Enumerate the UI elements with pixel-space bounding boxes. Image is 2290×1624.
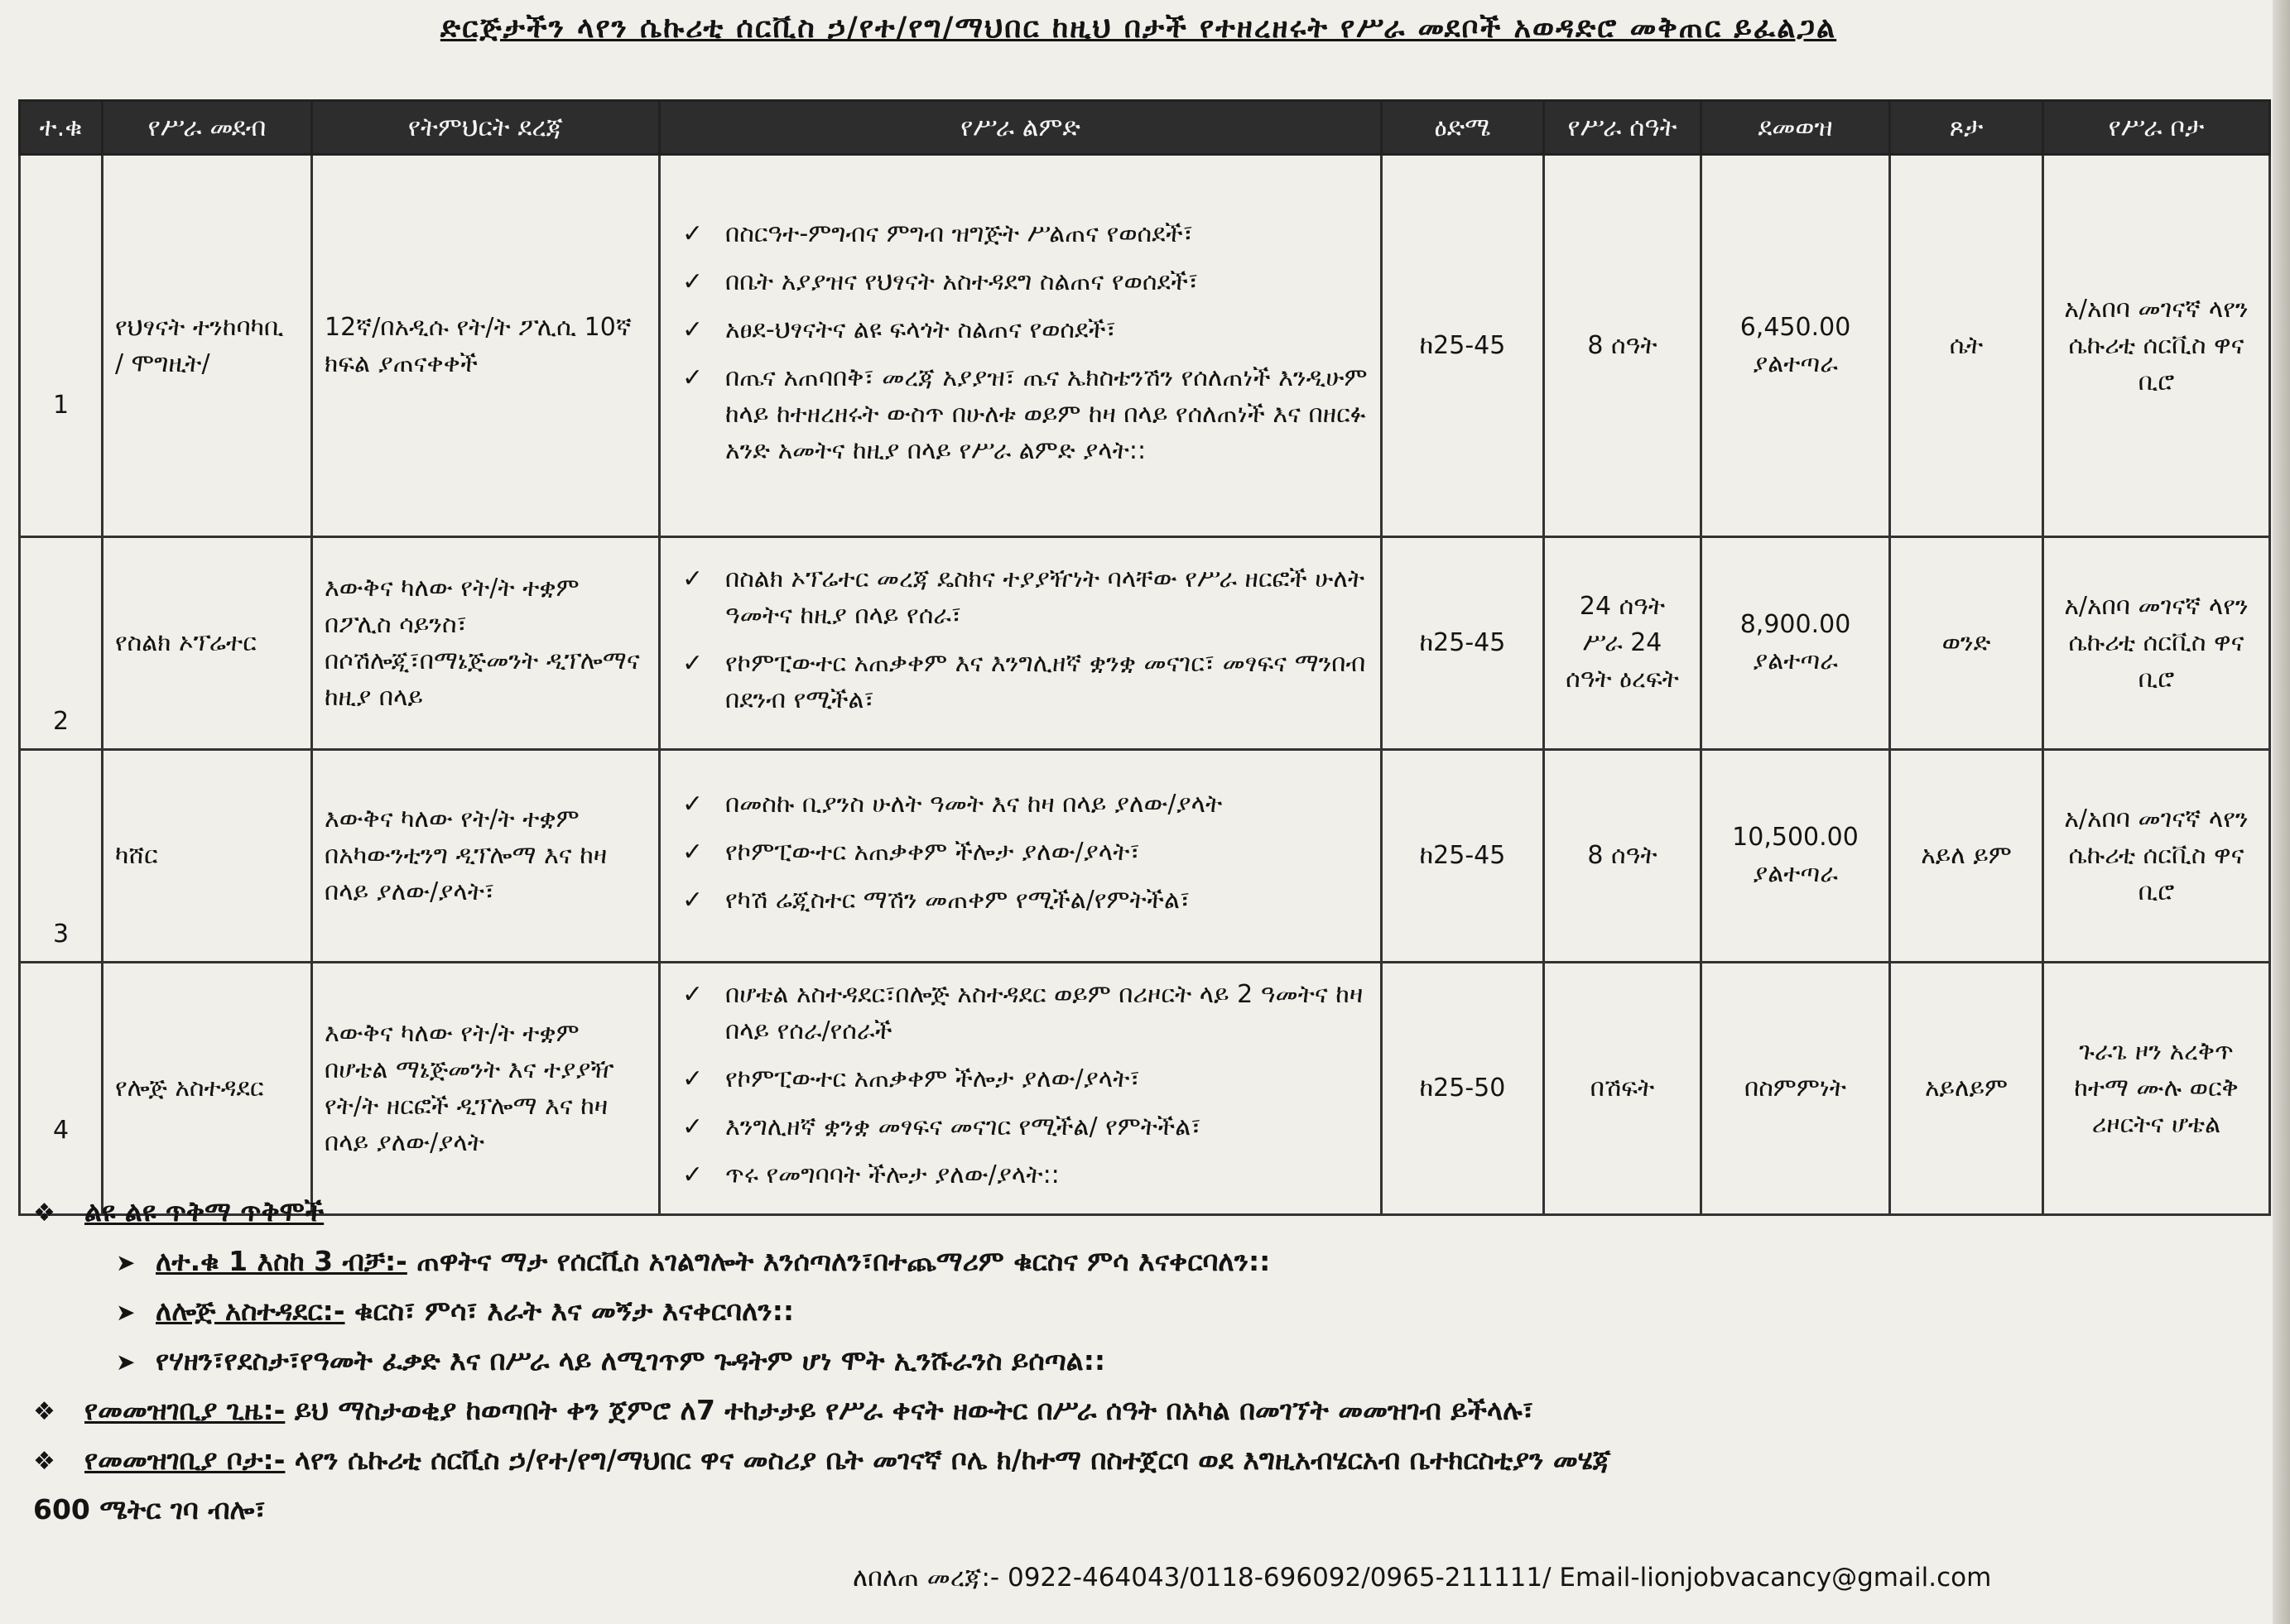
salary-amount: 6,450.00 xyxy=(1739,312,1851,342)
position-cell: የህፃናት ተንከባካቢ / ሞግዚት/ xyxy=(103,155,312,537)
age-cell: ከ25-50 xyxy=(1382,963,1544,1215)
arrow-bullet-icon: ➤ xyxy=(116,1249,136,1276)
benefits-heading: ልዩ ልዩ ጥቅማ ጥቅሞች xyxy=(84,1195,325,1228)
location-cell: አ/አበባ መገናኛ ላየን ሴኩሪቲ ሰርቪስ ዋና ቢሮ xyxy=(2043,750,2270,963)
experience-item: ✓ የኮምፒውተር አጠቃቀም ችሎታ ያለው/ያላት፣ xyxy=(672,834,1369,871)
experience-item: ✓ ጥሩ የመግባባት ችሎታ ያለው/ያላት:: xyxy=(672,1157,1369,1194)
salary-cell xyxy=(1701,537,1890,750)
sex-cell: ወንድ xyxy=(1890,537,2043,750)
row-number: 1 xyxy=(20,155,103,537)
position-cell: የሎጅ አስተዳደር xyxy=(103,963,312,1215)
education-cell: እውቅና ካለው የት/ት ተቋም በሆቴል ማኔጅመንት እና ተያያዥ የት/ት ዘርፎች ዲፕሎማ እና ከዛ በላይ ያለው/ያላት xyxy=(312,963,660,1215)
salary-amount: በስምምነት xyxy=(1744,1074,1846,1103)
education-cell: እውቅና ካለው የት/ት ተቋም በአካውንቲንግ ዲፕሎማ እና ከዛ በላይ ያለው/ያላት፣ xyxy=(312,750,660,963)
benefit-label: ለሎጅ አስተዳደር:- xyxy=(156,1295,345,1327)
registration-place-line xyxy=(33,1440,2268,1482)
benefit-item xyxy=(33,1291,2268,1333)
experience-item: ✓ በመስኩ ቢያንስ ሁለት ዓመት እና ከዛ በላይ ያለው/ያላት xyxy=(672,786,1369,823)
experience-cell xyxy=(660,963,1382,1215)
age-cell: ከ25-45 xyxy=(1382,750,1544,963)
age-cell: ከ25-45 xyxy=(1382,155,1544,537)
diamond-bullet-icon: ❖ xyxy=(33,1199,55,1228)
hours-cell: 8 ሰዓት xyxy=(1544,750,1701,963)
row-number: 2 xyxy=(20,537,103,750)
benefit-item xyxy=(33,1341,2268,1382)
education-cell: 12ኛ/በአዲሱ የት/ት ፖሊሲ 10ኛ ክፍል ያጠናቀቀች xyxy=(312,155,660,537)
col-header-location: የሥራ ቦታ xyxy=(2043,101,2270,155)
experience-item: ✓ በጤና አጠባበቅ፣ መረጃ አያያዝ፣ ጤና ኤክስቴንሽን የሰለጠነች እንዲሁም ከላይ ከተዘረዘሩት ውስጥ በሁለቱ ወይም ከዛ በላይ የሰለጠነች እና በዘርፉ አንድ አመትና ከዚያ በላይ የሥራ ልምድ ያላት:: xyxy=(672,360,1369,469)
arrow-bullet-icon: ➤ xyxy=(116,1299,136,1326)
contact-info: ለበለጠ መረጃ:- 0922-464043/0118-696092/0965-211111/ Email-lionjobvacancy@gmail.com xyxy=(853,1563,1992,1593)
experience-item: ✓ የኮምፒውተር አጠቃቀም ችሎታ ያለው/ያላት፣ xyxy=(672,1061,1369,1098)
col-header-position: የሥራ መደብ xyxy=(103,101,312,155)
col-header-age: ዕድሜ xyxy=(1382,101,1544,155)
col-header-number: ተ.ቁ xyxy=(20,101,103,155)
salary-note: ያልተጣራ xyxy=(1753,348,1838,378)
table-row xyxy=(20,537,2270,750)
col-header-hours: የሥራ ሰዓት xyxy=(1544,101,1701,155)
experience-item: ✓ በስልክ ኦፕሬተር መረጃ ዴስክና ተያያዥነት ባላቸው የሥራ ዘርፎች ሁለት ዓመትና ከዚያ በላይ የሰራ፣ xyxy=(672,561,1369,634)
vacancy-table xyxy=(18,99,2271,1216)
position-cell: ካሸር xyxy=(103,750,312,963)
education-cell: እውቅና ካለው የት/ት ተቋም በፖሊስ ሳይንስ፣ በሶሽሎጂ፣በማኔጅመንት ዲፕሎማና ከዚያ በላይ xyxy=(312,537,660,750)
registration-place-text: ላየን ሴኩሪቲ ሰርቪስ ኃ/የተ/የግ/ማህበር ዋና መስሪያ ቤት መገናኛ ቦሌ ክ/ከተማ በስተጀርባ ወደ እግዚአብሄርአብ ቤተክርስቲያን መሄጃ xyxy=(285,1444,1611,1476)
salary-amount: 10,500.00 xyxy=(1732,823,1859,852)
experience-item: ✓ በሆቴል አስተዳደር፣በሎጅ አስተዳደር ወይም በሪዞርት ላይ 2 ዓመትና ከዛ በላይ የሰራ/የሰራች xyxy=(672,977,1369,1050)
benefit-label: ለተ.ቁ 1 እስከ 3 ብቻ:- xyxy=(156,1245,407,1277)
table-row xyxy=(20,750,2270,963)
experience-cell xyxy=(660,155,1382,537)
announcement-headline: ድርጅታችን ላየን ሴኩሪቲ ሰርቪስ ኃ/የተ/የግ/ማህበር ከዚህ በታች የተዘረዘሩት የሥራ መደቦች አወዳድሮ መቅጠር ይፈልጋል xyxy=(440,12,1837,45)
benefit-text: የሃዘን፣የደስታ፣የዓመት ፈቃድ እና በሥራ ላይ ለሚገጥም ጉዳትም ሆነ ሞት ኢንሹራንስ ይሰጣል:: xyxy=(156,1344,1106,1377)
col-header-sex: ጾታ xyxy=(1890,101,2043,155)
additional-information xyxy=(33,1192,2268,1538)
experience-item: ✓ እንግሊዘኛ ቋንቋ መፃፍና መናገር የሚችል/ የምትችል፣ xyxy=(672,1109,1369,1146)
registration-place-continued: 600 ሜትር ገባ ብሎ፣ xyxy=(33,1493,266,1526)
diamond-bullet-icon: ❖ xyxy=(33,1397,55,1426)
col-header-education: የትምህርት ደረጃ xyxy=(312,101,660,155)
salary-cell xyxy=(1701,963,1890,1215)
arrow-bullet-icon: ➤ xyxy=(116,1348,136,1376)
registration-time-text: ይህ ማስታወቂያ ከወጣበት ቀን ጀምሮ ለ7 ተከታታይ የሥራ ቀናት ዘውትር በሥራ ሰዓት በአካል በመገኘት መመዝገብ ይችላሉ፣ xyxy=(285,1394,1534,1426)
hours-cell: በሽፍት xyxy=(1544,963,1701,1215)
sex-cell: አይለ ይም xyxy=(1890,750,2043,963)
experience-item: ✓ የካሽ ሬጂስተር ማሽን መጠቀም የሚችል/የምትችል፣ xyxy=(672,882,1369,919)
benefit-text: ቁርስ፣ ምሳ፣ እራት እና መኝታ እናቀርባለን:: xyxy=(344,1295,795,1327)
col-header-salary: ደመወዝ xyxy=(1701,101,1890,155)
location-cell: አ/አበባ መገናኛ ላየን ሴኩሪቲ ሰርቪስ ዋና ቢሮ xyxy=(2043,537,2270,750)
table-row xyxy=(20,155,2270,537)
experience-item: ✓ በቤት አያያዝና የህፃናት አስተዳደግ ስልጠና የወሰደች፣ xyxy=(672,264,1369,300)
page-fold-shadow xyxy=(2273,0,2290,1624)
salary-note: ያልተጣራ xyxy=(1753,859,1838,888)
salary-amount: 8,900.00 xyxy=(1739,610,1851,639)
experience-item: ✓ በስርዓተ-ምግብና ምግብ ዝግጅት ሥልጠና የወሰደች፣ xyxy=(672,216,1369,252)
diamond-bullet-icon: ❖ xyxy=(33,1447,55,1476)
col-header-experience: የሥራ ልምድ xyxy=(660,101,1382,155)
table-row xyxy=(20,963,2270,1215)
age-cell: ከ25-45 xyxy=(1382,537,1544,750)
hours-cell: 8 ሰዓት xyxy=(1544,155,1701,537)
registration-place-label: የመመዝገቢያ ቦታ:- xyxy=(84,1444,286,1476)
sex-cell: አይለይም xyxy=(1890,963,2043,1215)
registration-time-label: የመመዝገቢያ ጊዜ:- xyxy=(84,1394,286,1426)
hours-cell: 24 ሰዓት ሥራ 24 ሰዓት ዕረፍት xyxy=(1544,537,1701,750)
salary-cell xyxy=(1701,155,1890,537)
table-header-row xyxy=(20,101,2270,155)
experience-cell xyxy=(660,750,1382,963)
registration-time-line xyxy=(33,1391,2268,1432)
experience-cell xyxy=(660,537,1382,750)
row-number: 4 xyxy=(20,963,103,1215)
benefits-heading-line xyxy=(33,1192,2268,1233)
row-number: 3 xyxy=(20,750,103,963)
position-cell: የስልክ ኦፕሬተር xyxy=(103,537,312,750)
benefit-text: ጠዋትና ማታ የሰርቪስ አገልግሎት እንሰጣለን፣በተጨማሪም ቁርስና ምሳ እናቀርባለን:: xyxy=(407,1245,1271,1277)
sex-cell: ሴት xyxy=(1890,155,2043,537)
salary-cell xyxy=(1701,750,1890,963)
benefit-item xyxy=(33,1242,2268,1283)
location-cell: አ/አበባ መገናኛ ላየን ሴኩሪቲ ሰርቪስ ዋና ቢሮ xyxy=(2043,155,2270,537)
experience-item: ✓ የኮምፒውተር አጠቃቀም እና እንግሊዘኛ ቋንቋ መናገር፣ መፃፍና ማንበብ በደንብ የሚችል፣ xyxy=(672,646,1369,718)
location-cell: ጉራጌ ዞን አረቅጥ ከተማ ሙሉ ወርቅ ሪዞርትና ሆቴል xyxy=(2043,963,2270,1215)
salary-note: ያልተጣራ xyxy=(1753,646,1838,675)
experience-item: ✓ አፀደ-ህፃናትና ልዩ ፍላጎት ስልጠና የወሰደች፣ xyxy=(672,312,1369,348)
